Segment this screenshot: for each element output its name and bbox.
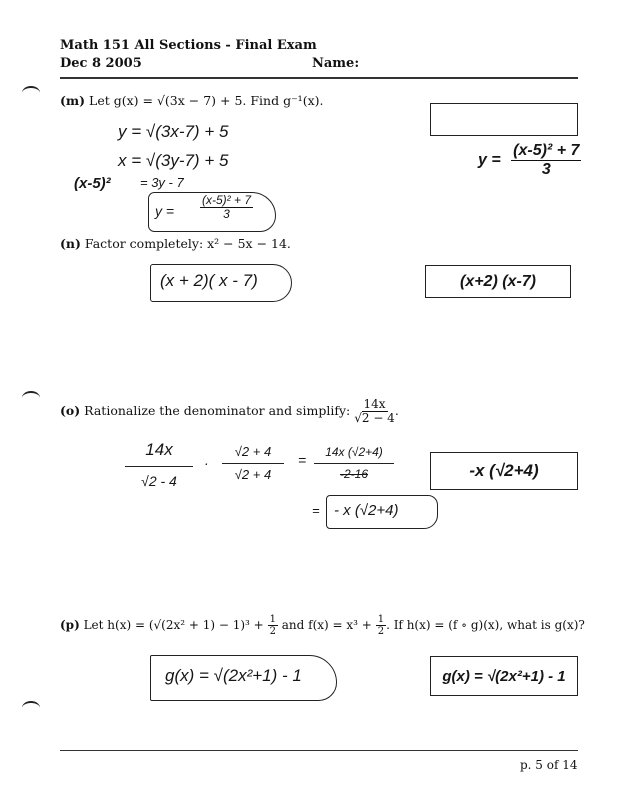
numerator: 1	[269, 614, 276, 625]
work-line: (x-5)²	[74, 175, 111, 192]
work-fraction	[200, 194, 253, 221]
fraction-half	[268, 614, 278, 637]
footer-rule	[60, 750, 578, 751]
answer-text: -x (√2+4)	[469, 461, 539, 480]
answer-box-o[interactable]	[430, 452, 578, 490]
grading-mark-icon	[22, 86, 40, 100]
work-line: =	[312, 503, 320, 518]
problem-p-prompt	[60, 614, 585, 637]
answer-text: (x+2) (x-7)	[459, 272, 537, 290]
denominator: 2	[377, 626, 385, 637]
grading-mark-icon	[22, 391, 40, 405]
work-line: - x (√2+4)	[334, 502, 399, 519]
problem-text: and f(x) = x³ +	[281, 618, 372, 632]
problem-label: (n)	[60, 236, 81, 251]
page-number: p. 5 of 14	[520, 758, 578, 772]
work-line	[125, 440, 193, 489]
answer-box-m[interactable]	[430, 103, 578, 136]
problem-text: Rationalize the denominator and simplify:	[84, 403, 351, 419]
problem-text: . If h(x) = (f ∘ g)(x), what is g(x)?	[386, 618, 585, 632]
numerator: (x-5)² + 7	[202, 193, 252, 207]
problem-label: (m)	[60, 93, 86, 108]
denominator: 3	[541, 160, 551, 178]
denominator: √2 - 4	[141, 473, 177, 489]
work-line: (x + 2)( x - 7)	[160, 271, 258, 290]
header-rule	[60, 77, 578, 79]
numerator: 14x	[125, 440, 193, 467]
problem-n-prompt	[60, 236, 291, 251]
answer-outside-box	[478, 142, 581, 178]
denominator: √2 + 4	[234, 467, 272, 482]
problem-label: (o)	[60, 403, 81, 419]
problem-text: Let h(x) = (√(2x² + 1) − 1)³ +	[83, 618, 264, 632]
denominator: 3	[223, 207, 230, 222]
problem-fraction	[354, 398, 395, 425]
problem-text: Factor completely: x² − 5x − 14.	[84, 236, 291, 251]
exam-title: Math 151 All Sections - Final Exam	[60, 38, 317, 53]
answer-box-p[interactable]	[430, 656, 578, 696]
answer-text: g(x) = √(2x²+1) - 1	[442, 667, 566, 685]
problem-m-prompt	[60, 93, 323, 108]
denominator: -2-16	[339, 467, 368, 481]
work-line: = 3y - 7	[140, 175, 184, 190]
problem-o-prompt: (o) Rationalize the denominator and simplify: $\frac{14x}{√2 - 4}$ .	[60, 397, 399, 426]
numerator: √2 + 4	[222, 444, 284, 464]
work-line: ·	[204, 455, 209, 471]
grading-mark-icon	[22, 701, 40, 715]
problem-label: (p)	[60, 618, 80, 632]
work-line: g(x) = √(2x²+1) - 1	[165, 666, 302, 685]
numerator: 1	[377, 614, 385, 625]
work-line	[314, 445, 394, 481]
numerator: (x-5)² + 7	[513, 142, 580, 159]
name-label: Name:	[312, 56, 360, 71]
denominator: √2 − 4	[354, 411, 395, 426]
work-line: y =	[155, 203, 175, 219]
work-line: y = √(3x-7) + 5	[118, 122, 229, 141]
numerator: 14x (√2+4)	[314, 445, 394, 464]
numerator: 14x	[363, 397, 386, 411]
denominator: 2	[269, 626, 276, 637]
answer-lhs: y =	[478, 151, 501, 169]
exam-date: Dec 8 2005	[60, 56, 142, 71]
answer-box-n[interactable]	[425, 265, 571, 298]
work-line: =	[298, 452, 307, 468]
work-line	[222, 444, 284, 482]
fraction-half	[376, 614, 386, 637]
work-line: x = √(3y-7) + 5	[118, 151, 229, 170]
problem-text: Let g(x) = √(3x − 7) + 5. Find g⁻¹(x).	[89, 93, 324, 108]
